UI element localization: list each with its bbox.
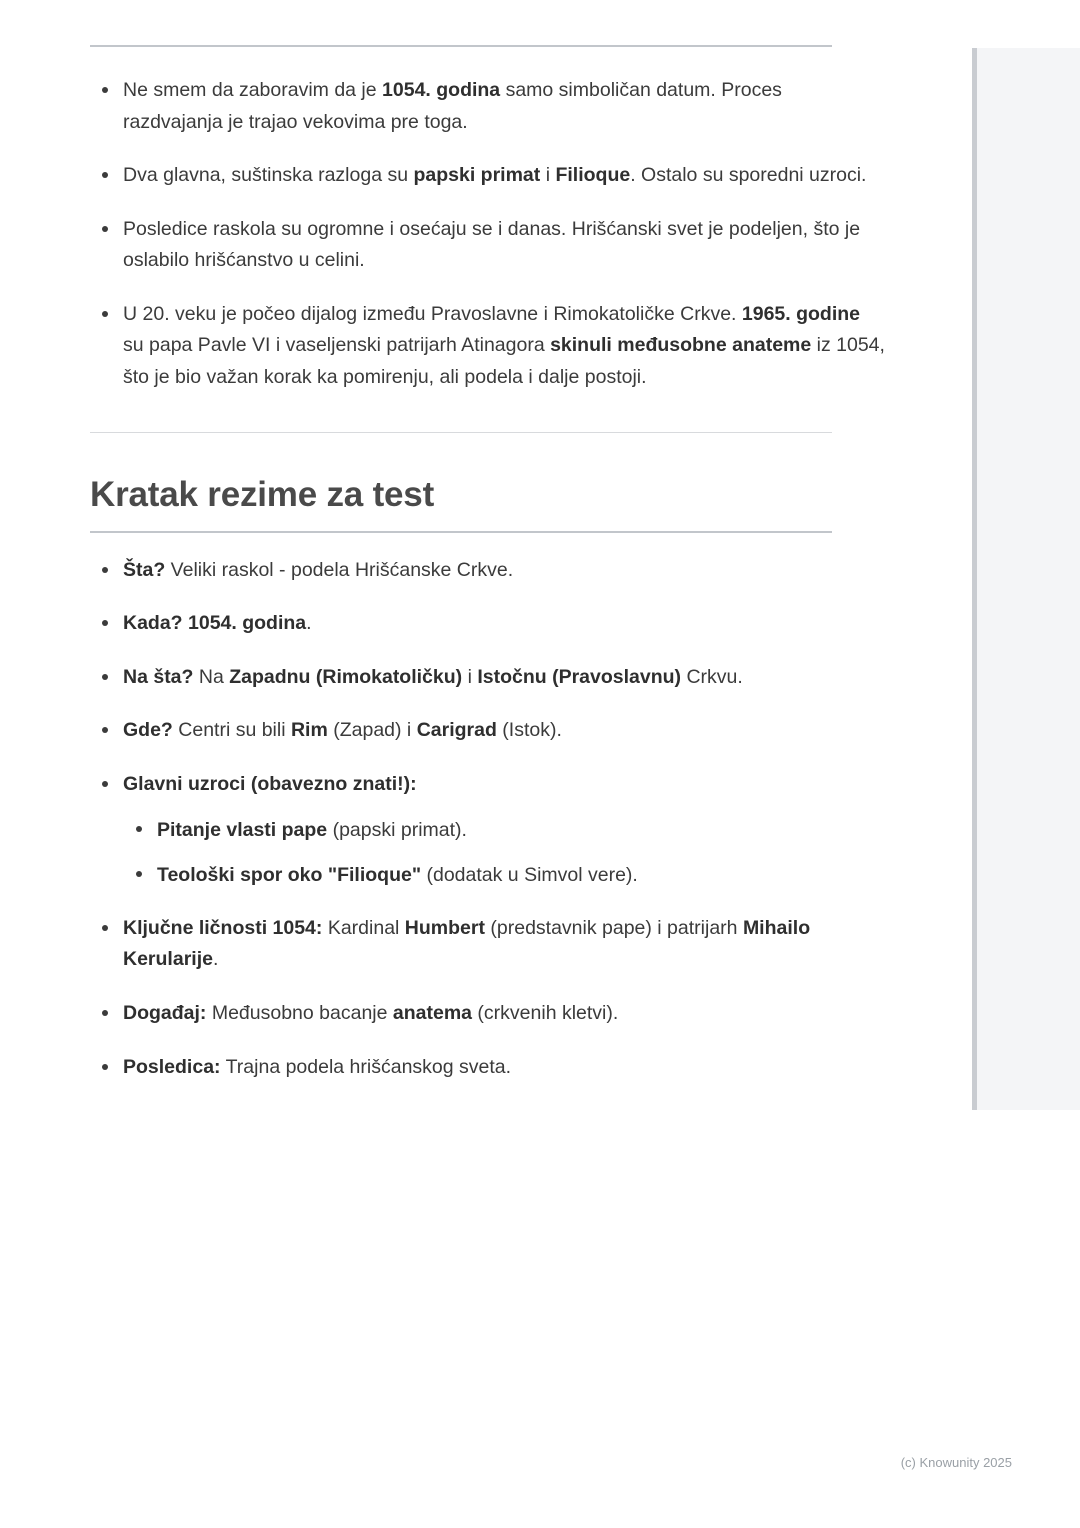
page-title: Kratak rezime za test <box>90 474 435 514</box>
sub-list-item <box>123 860 885 891</box>
body-text: i <box>462 665 478 688</box>
emphasis-text: Događaj: <box>123 1002 207 1025</box>
emphasis-text: Ključne ličnosti 1054: <box>123 916 323 939</box>
list-item <box>90 608 885 640</box>
list-item <box>90 160 885 192</box>
body-text: i <box>540 164 556 187</box>
emphasis-text: Glavni uzroci (obavezno znati!): <box>123 772 417 795</box>
body-text: (dodatak u Simvol vere). <box>421 863 638 886</box>
body-text: U 20. veku je počeo dijalog između Pravoslavne i Rimokatoličke Crkve. <box>123 302 742 325</box>
body-text: samo simboličan datum. Proces razdvajanja je trajao vekovima pre toga. <box>123 79 782 133</box>
body-text: Crkvu. <box>681 665 743 688</box>
body-text: Posledice raskola su ogromne i osećaju se i danas. Hrišćanski svet je podeljen, što je oslabilo hrišćanstvo u celini. <box>123 217 861 272</box>
body-text: . <box>212 948 219 971</box>
footer-copyright: (c) Knowunity 2025 <box>900 1455 1012 1470</box>
summary-bullet-list <box>90 555 885 1084</box>
body-text: (Zapad) i <box>327 719 417 742</box>
list-item <box>90 75 885 138</box>
emphasis-text: Mihailo Kerularije <box>123 916 811 971</box>
emphasis-text: anatema <box>392 1002 473 1025</box>
emphasis-text: papski primat <box>413 164 541 187</box>
list-item <box>90 715 885 747</box>
emphasis-text: Zapadnu (Rimokatoličku) <box>229 665 463 688</box>
emphasis-text: Na šta? <box>123 665 194 688</box>
top-divider <box>90 45 832 47</box>
emphasis-text: Posledica: <box>123 1055 221 1078</box>
emphasis-text: Pitanje vlasti pape <box>157 818 328 841</box>
emphasis-text: Šta? <box>123 558 166 581</box>
emphasis-text: Carigrad <box>416 719 497 742</box>
list-item <box>90 998 885 1030</box>
body-text: Trajna podela hrišćanskog sveta. <box>220 1055 512 1078</box>
list-item <box>90 555 885 587</box>
emphasis-text: Rim <box>290 719 328 742</box>
body-text: Međusobno bacanje <box>206 1002 393 1025</box>
body-text: Centri su bili <box>172 719 291 742</box>
body-text: Kardinal <box>322 916 405 939</box>
list-item <box>90 299 885 394</box>
body-text: (papski primat). <box>327 818 467 841</box>
list-item <box>90 1052 885 1084</box>
emphasis-text: Teološki spor oko "Filioque" <box>157 863 422 886</box>
body-text: (crkvenih kletvi). <box>472 1002 619 1025</box>
body-text: (Istok). <box>496 719 562 742</box>
emphasis-text: Istočnu (Pravoslavnu) <box>477 665 682 688</box>
body-text: Na <box>193 665 230 688</box>
scrollbar-thumb[interactable] <box>972 48 977 1110</box>
emphasis-text: Humbert <box>404 916 485 939</box>
title-underline <box>90 531 832 533</box>
emphasis-text: 1965. godine <box>741 302 860 325</box>
body-text: (predstavnik pape) i patrijarh <box>484 916 743 939</box>
body-text: . <box>306 612 312 635</box>
list-item <box>90 214 885 277</box>
intro-bullet-list <box>90 75 885 394</box>
sub-bullet-list <box>123 815 885 891</box>
body-text: Ne smem da zaboravim da je <box>123 79 383 101</box>
list-item <box>90 662 885 694</box>
body-text: Dva glavna, suštinska razloga su <box>123 164 414 187</box>
body-text: su papa Pavle VI i vaseljenski patrijarh Atinagora <box>123 334 551 357</box>
list-item <box>90 913 885 976</box>
body-text: Veliki raskol - podela Hrišćanske Crkve. <box>165 558 514 581</box>
body-text: iz 1054, što je bio važan korak ka pomirenju, ali podela i dalje postoji. <box>123 334 885 389</box>
emphasis-text: Kada? 1054. godina <box>123 612 307 635</box>
emphasis-text: 1054. godina <box>382 79 501 101</box>
section-divider <box>90 432 832 433</box>
scrollbar-track[interactable] <box>975 48 1080 1110</box>
body-text: . Ostalo su sporedni uzroci. <box>630 164 867 187</box>
emphasis-text: skinuli međusobne anateme <box>550 334 812 357</box>
emphasis-text: Gde? <box>123 719 173 742</box>
sub-list-item <box>123 815 885 846</box>
list-item <box>90 769 885 891</box>
emphasis-text: Filioque <box>555 164 631 187</box>
